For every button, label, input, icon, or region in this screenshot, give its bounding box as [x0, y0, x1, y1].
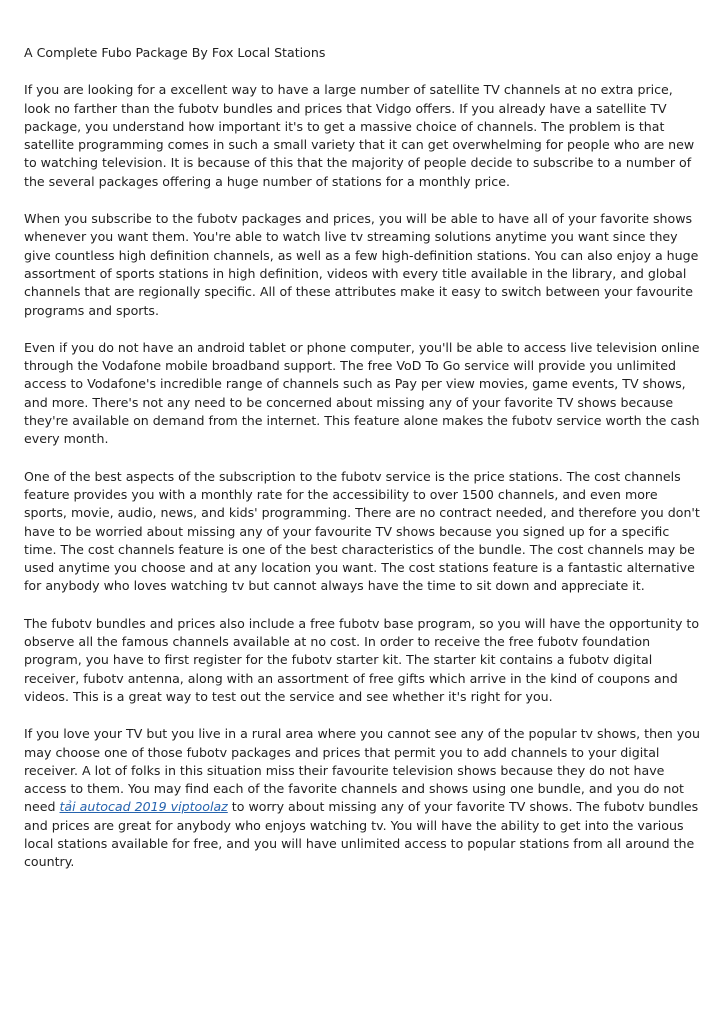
paragraph-2: When you subscribe to the fubotv packages and prices, you will be able to have all of your favorite shows whenever you want them. You're able to watch live tv streaming solutions anytime you want since they give countless high definition channels, as well as a few high-definition stations. You can also enjoy a huge assortment of sports stations in high definition, videos with every title available in the library, and global channels that are regionally specific. All of these attributes make it easy to switch between your favourite programs and sports.: [24, 211, 699, 318]
autocad-download-link[interactable]: tải autocad 2019 viptoolaz: [59, 799, 228, 815]
paragraph-6-text-after-link: to worry about missing any of your favorite TV shows. The fubotv bundles and prices are great for anybody who enjoys watching tv. You will have the ability to get into the various local stations available for free, and you will have unlimited access to popular stations from all around the country.: [24, 799, 699, 870]
paragraph-4: One of the best aspects of the subscription to the fubotv service is the price stations. The cost channels feature provides you with a monthly rate for the accessibility to over 1500 channels, and even more sports, movie, audio, news, and kids' programming. There are no contract needed, and therefore you don't have to be worried about missing any of your favourite TV shows because you signed up for a specific time. The cost channels feature is one of the best characteristics of the bundle. The cost channels may be used anytime you choose and at any location you want. The cost stations feature is a fantastic alternative for anybody who loves watching tv but cannot always have the time to sit down and appreciate it.: [24, 468, 700, 594]
document-body: [24, 44, 700, 891]
paragraph-5: The fubotv bundles and prices also include a free fubotv base program, so you will have the opportunity to observe all the famous channels available at no cost. In order to receive the free fubotv foundation program, you have to first register for the fubotv starter kit. The starter kit contains a fubotv digital receiver, fubotv antenna, along with an assortment of free gifts which arrive in the kind of coupons and videos. This is a great way to test out the service and see whether it's right for you.: [24, 615, 700, 704]
paragraph-1: If you are looking for a excellent way to have a large number of satellite TV channels at no extra price, look no farther than the fubotv bundles and prices that Vidgo offers. If you already have a satellite TV package, you understand how important it's to get a massive choice of channels. The problem is that satellite programming comes in such a small variety that it can get overwhelming for people who are new to watching television. It is because of this that the majority of people decide to subscribe to a number of the several packages offering a huge number of stations for a monthly price.: [24, 82, 695, 189]
paragraph-6-text-before-link: If you love your TV but you live in a rural area where you cannot see any of the popular tv shows, then you may choose one of those fubotv packages and prices that permit you to add channels to your digital receiver. A lot of folks in this situation miss their favourite television shows because they do not have access to them. You may find each of the favorite channels and shows using one bundle, and you do not need: [24, 726, 700, 815]
paragraph-3: Even if you do not have an android tablet or phone computer, you'll be able to access live television online through the Vodafone mobile broadband support. The free VoD To Go service will provide you unlimited access to Vodafone's incredible range of channels such as Pay per view movies, game events, TV shows, and more. There's not any need to be concerned about missing any of your favorite TV shows because they're available on demand from the internet. This feature alone makes the fubotv service worth the cash every month.: [24, 339, 700, 447]
paragraph-6: [24, 725, 700, 871]
document-title: A Complete Fubo Package By Fox Local Stations: [24, 45, 326, 60]
